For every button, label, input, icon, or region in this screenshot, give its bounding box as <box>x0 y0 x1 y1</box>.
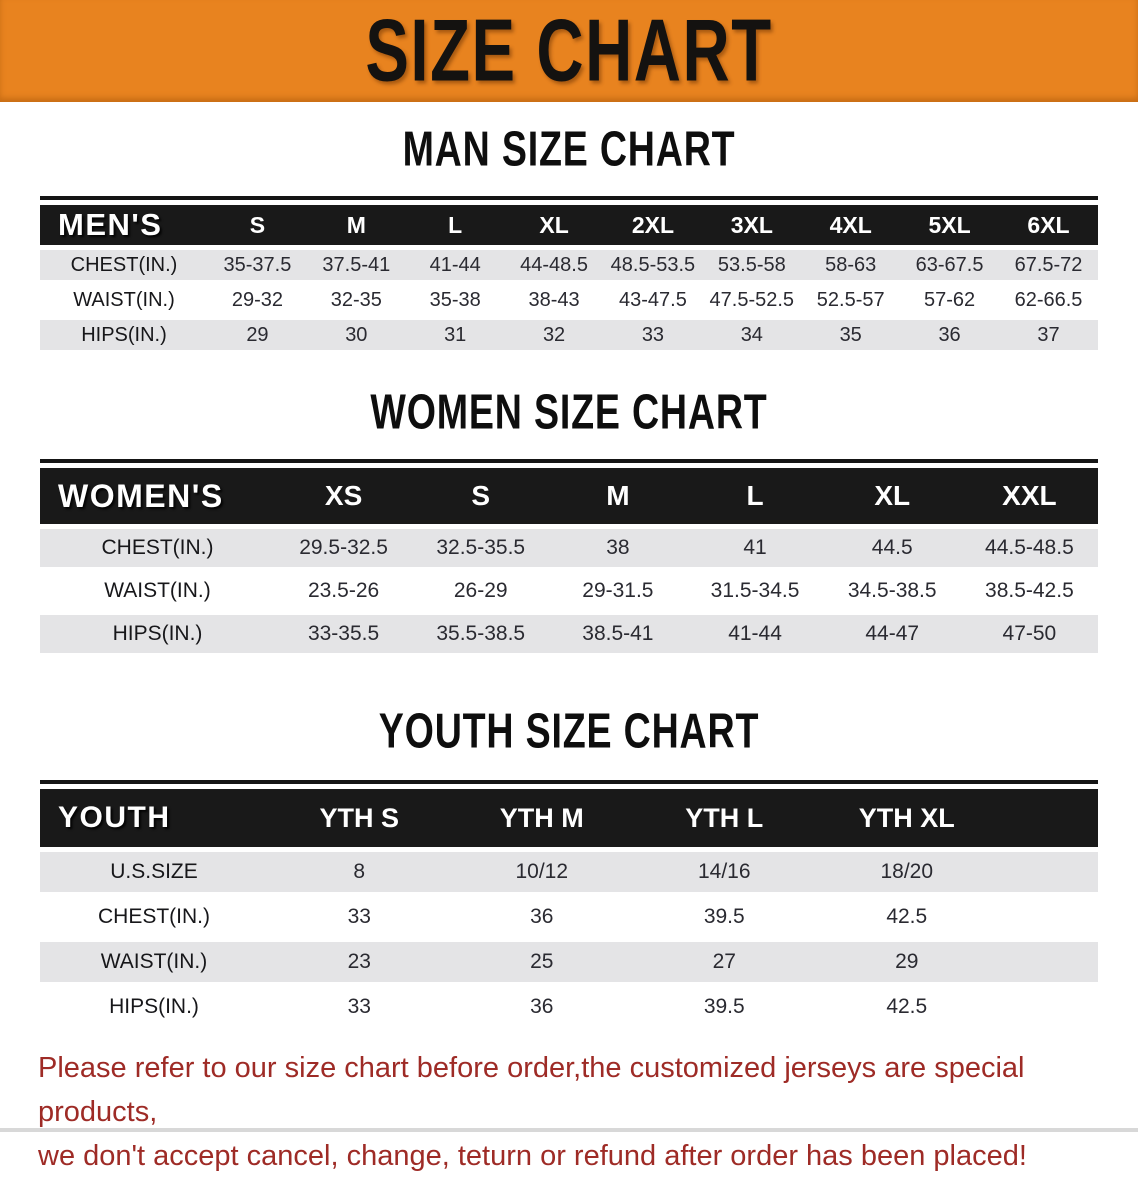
size-value-cell: 44.5-48.5 <box>961 529 1098 567</box>
size-value-cell: 37 <box>999 320 1098 350</box>
size-column-header: M <box>307 205 406 245</box>
bottom-edge-divider <box>0 1128 1138 1132</box>
size-value-cell: 42.5 <box>816 897 999 937</box>
row-label-cell: HIPS(IN.) <box>40 320 208 350</box>
size-value-cell: 41 <box>686 529 823 567</box>
size-value-cell: 23.5-26 <box>275 572 412 610</box>
size-column-header: YTH L <box>633 789 816 847</box>
size-value-cell: 47.5-52.5 <box>702 285 801 315</box>
men-section-heading: MAN SIZE CHART <box>402 120 736 177</box>
size-value-cell: 36 <box>900 320 999 350</box>
size-column-header: YTH S <box>268 789 451 847</box>
size-column-header: S <box>208 205 307 245</box>
size-value-cell: 38 <box>549 529 686 567</box>
youth-size-section <box>0 704 1138 1032</box>
measurement-row <box>40 572 1098 610</box>
row-label-cell: CHEST(IN.) <box>40 250 208 280</box>
row-spacer-cell <box>998 897 1098 937</box>
size-value-cell: 44-48.5 <box>505 250 604 280</box>
size-value-cell: 48.5-53.5 <box>604 250 703 280</box>
size-value-cell: 26-29 <box>412 572 549 610</box>
size-value-cell: 43-47.5 <box>604 285 703 315</box>
size-column-header: 3XL <box>702 205 801 245</box>
size-value-cell: 37.5-41 <box>307 250 406 280</box>
size-value-cell: 29 <box>816 942 999 982</box>
size-value-cell: 10/12 <box>451 852 634 892</box>
header-spacer-cell <box>998 789 1098 847</box>
table-header-row <box>40 205 1098 245</box>
row-label-cell: U.S.SIZE <box>40 852 268 892</box>
size-column-header: XXL <box>961 468 1098 524</box>
size-value-cell: 36 <box>451 897 634 937</box>
youth-section-heading: YOUTH SIZE CHART <box>378 702 760 759</box>
size-value-cell: 39.5 <box>633 987 816 1027</box>
size-value-cell: 32 <box>505 320 604 350</box>
measurement-row <box>40 987 1098 1027</box>
size-value-cell: 44-47 <box>824 615 961 653</box>
size-value-cell: 29-32 <box>208 285 307 315</box>
row-label-cell: WAIST(IN.) <box>40 285 208 315</box>
size-value-cell: 36 <box>451 987 634 1027</box>
size-value-cell: 32.5-35.5 <box>412 529 549 567</box>
size-value-cell: 67.5-72 <box>999 250 1098 280</box>
row-label-cell: HIPS(IN.) <box>40 987 268 1027</box>
size-column-header: YTH M <box>451 789 634 847</box>
policy-line-2: we don't accept cancel, change, teturn or refund after order has been placed! <box>38 1140 1027 1172</box>
measurement-row <box>40 897 1098 937</box>
women-section-heading: WOMEN SIZE CHART <box>370 383 768 440</box>
row-spacer-cell <box>998 987 1098 1027</box>
size-value-cell: 38.5-42.5 <box>961 572 1098 610</box>
youth-size-table <box>40 780 1098 1032</box>
row-label-cell: WAIST(IN.) <box>40 942 268 982</box>
size-value-cell: 52.5-57 <box>801 285 900 315</box>
size-column-header: 6XL <box>999 205 1098 245</box>
size-value-cell: 47-50 <box>961 615 1098 653</box>
size-column-header: L <box>406 205 505 245</box>
size-value-cell: 53.5-58 <box>702 250 801 280</box>
table-title-cell: MEN'S <box>40 205 208 245</box>
size-value-cell: 42.5 <box>816 987 999 1027</box>
size-value-cell: 30 <box>307 320 406 350</box>
table-header-row <box>40 789 1098 847</box>
size-value-cell: 57-62 <box>900 285 999 315</box>
size-column-header: S <box>412 468 549 524</box>
men-size-table <box>40 196 1098 355</box>
size-column-header: L <box>686 468 823 524</box>
size-value-cell: 35-38 <box>406 285 505 315</box>
measurement-row <box>40 320 1098 350</box>
size-value-cell: 58-63 <box>801 250 900 280</box>
women-size-table <box>40 459 1098 658</box>
measurement-row <box>40 529 1098 567</box>
measurement-row <box>40 250 1098 280</box>
size-value-cell: 44.5 <box>824 529 961 567</box>
size-value-cell: 33 <box>268 897 451 937</box>
size-value-cell: 29-31.5 <box>549 572 686 610</box>
row-label-cell: CHEST(IN.) <box>40 897 268 937</box>
size-value-cell: 38-43 <box>505 285 604 315</box>
size-value-cell: 14/16 <box>633 852 816 892</box>
size-value-cell: 35-37.5 <box>208 250 307 280</box>
size-value-cell: 63-67.5 <box>900 250 999 280</box>
row-spacer-cell <box>998 942 1098 982</box>
size-value-cell: 23 <box>268 942 451 982</box>
size-value-cell: 41-44 <box>686 615 823 653</box>
size-column-header: YTH XL <box>816 789 999 847</box>
size-value-cell: 35.5-38.5 <box>412 615 549 653</box>
size-value-cell: 33 <box>604 320 703 350</box>
size-value-cell: 33-35.5 <box>275 615 412 653</box>
size-value-cell: 25 <box>451 942 634 982</box>
measurement-row <box>40 615 1098 653</box>
size-column-header: XL <box>505 205 604 245</box>
women-size-section <box>0 385 1138 658</box>
size-value-cell: 8 <box>268 852 451 892</box>
size-value-cell: 35 <box>801 320 900 350</box>
order-policy-note <box>38 1046 1100 1178</box>
size-value-cell: 29.5-32.5 <box>275 529 412 567</box>
banner-title: SIZE CHART <box>365 2 773 100</box>
measurement-row <box>40 852 1098 892</box>
table-title-cell: WOMEN'S <box>40 468 275 524</box>
size-column-header: M <box>549 468 686 524</box>
men-size-section <box>0 122 1138 355</box>
policy-line-1: Please refer to our size chart before order,the customized jerseys are special products, <box>38 1052 1025 1128</box>
size-value-cell: 62-66.5 <box>999 285 1098 315</box>
table-title-cell: YOUTH <box>40 789 268 847</box>
size-chart-banner <box>0 0 1138 102</box>
size-value-cell: 27 <box>633 942 816 982</box>
size-column-header: XL <box>824 468 961 524</box>
size-column-header: 2XL <box>604 205 703 245</box>
table-header-row <box>40 468 1098 524</box>
measurement-row <box>40 285 1098 315</box>
size-value-cell: 33 <box>268 987 451 1027</box>
size-value-cell: 34.5-38.5 <box>824 572 961 610</box>
row-label-cell: HIPS(IN.) <box>40 615 275 653</box>
row-spacer-cell <box>998 852 1098 892</box>
size-value-cell: 32-35 <box>307 285 406 315</box>
size-value-cell: 31.5-34.5 <box>686 572 823 610</box>
measurement-row <box>40 942 1098 982</box>
row-label-cell: WAIST(IN.) <box>40 572 275 610</box>
size-value-cell: 41-44 <box>406 250 505 280</box>
size-value-cell: 38.5-41 <box>549 615 686 653</box>
size-value-cell: 31 <box>406 320 505 350</box>
size-value-cell: 39.5 <box>633 897 816 937</box>
size-column-header: 4XL <box>801 205 900 245</box>
size-value-cell: 29 <box>208 320 307 350</box>
size-value-cell: 34 <box>702 320 801 350</box>
size-value-cell: 18/20 <box>816 852 999 892</box>
size-column-header: XS <box>275 468 412 524</box>
row-label-cell: CHEST(IN.) <box>40 529 275 567</box>
size-column-header: 5XL <box>900 205 999 245</box>
